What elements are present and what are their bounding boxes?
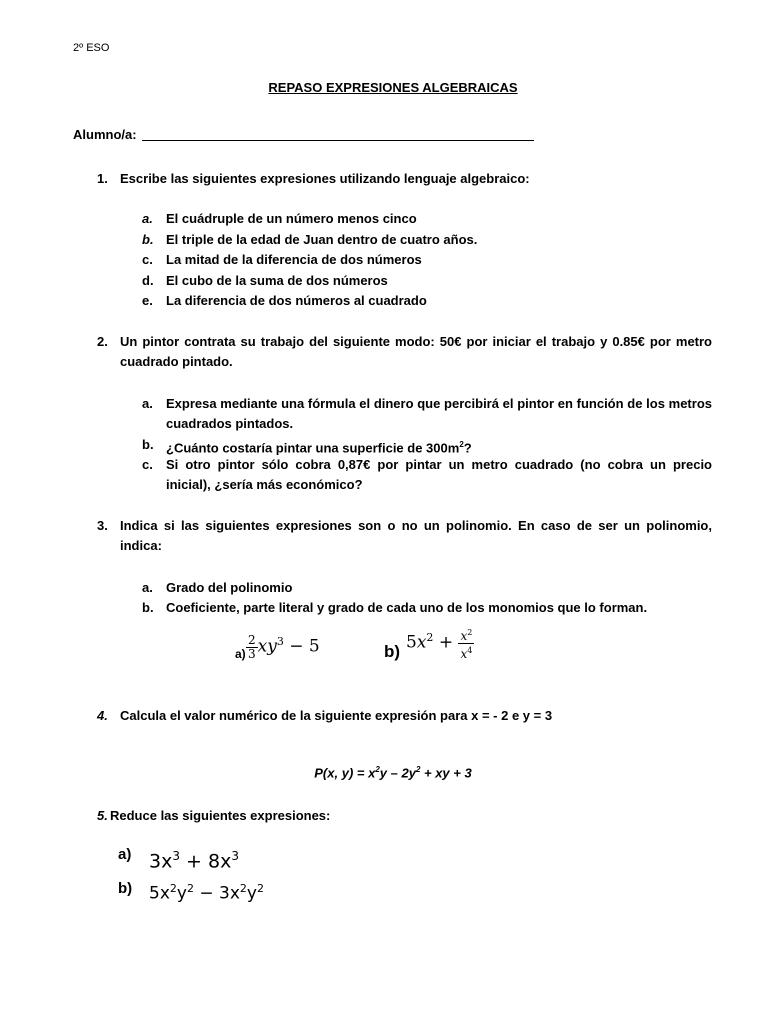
term: 3x <box>149 850 173 873</box>
q1-item-text: El cuádruple de un número menos cinco <box>166 211 417 226</box>
q1-item-text: La mitad de la diferencia de dos números <box>166 252 422 267</box>
q3-item-text: Grado del polinomio <box>166 580 293 595</box>
q3-number: 3. <box>97 518 108 533</box>
q3-expr-b-coef: 5 <box>406 632 417 653</box>
q3-expr-a-variables: xy <box>257 636 277 657</box>
exponent: 2 <box>169 882 177 895</box>
q2-item-b-text: ¿Cuánto costaría pintar una superficie de 300m <box>166 440 460 456</box>
formula-exponent: 2 <box>375 765 380 774</box>
q3-expr-a-exponent: 3 <box>276 635 284 648</box>
q3-expr-b-plus: + <box>433 632 459 653</box>
q1-item-letter: d. <box>142 273 154 288</box>
course-label: 2º ESO <box>73 42 110 54</box>
q1-item-letter: e. <box>142 293 153 308</box>
q3-item-text: Coeficiente, parte literal y grado de cada uno de los monomios que lo forman. <box>166 600 648 615</box>
q2-number: 2. <box>97 334 108 349</box>
fraction-denominator <box>458 644 474 661</box>
q3-expr-b-fraction <box>458 626 474 661</box>
exponent: 3 <box>231 849 239 863</box>
fraction-denominator: 3 <box>248 646 256 661</box>
q3-expr-a-label: a) <box>235 647 246 661</box>
q3-expr-b-exponent: 2 <box>426 631 434 644</box>
q3-item-letter: b. <box>142 600 154 615</box>
q2-item-text: Expresa mediante una fórmula el dinero que percibirá el pintor en función de los metros cuadrados pintados. <box>166 396 712 431</box>
q3-expr-b-var: x <box>416 632 427 653</box>
q2-item-letter: c. <box>142 457 153 472</box>
q5-text: Reduce las siguientes expresiones: <box>110 808 331 823</box>
term: − 3x <box>193 883 240 904</box>
q1-item-letter: b. <box>142 232 154 247</box>
term: + 8x <box>179 850 232 873</box>
q1-text: Escribe las siguientes expresiones utilizando lenguaje algebraico: <box>120 171 530 186</box>
q2-text: Un pintor contrata su trabajo del siguiente modo: 50€ por iniciar el trabajo y 0.85€ por metro cuadrado pintado. <box>120 334 712 369</box>
q3-expr-b-label: b) <box>384 642 401 661</box>
exponent: 2 <box>186 882 194 895</box>
q5-number: 5. <box>97 808 108 823</box>
exponent: 2 <box>239 882 247 895</box>
q4-number: 4. <box>97 708 108 723</box>
denominator-var: x <box>460 646 468 661</box>
q3-expr-a-fraction <box>246 634 258 661</box>
exponent: 3 <box>172 849 180 863</box>
q2-item-text: Si otro pintor sólo cobra 0,87€ por pintar un metro cuadrado (no cobra un precio inicial), ¿sería más económico? <box>166 457 712 492</box>
numerator-var: x <box>460 628 468 643</box>
exponent: 2 <box>256 882 264 895</box>
formula-part: + xy + 3 <box>420 765 472 781</box>
fraction-numerator <box>458 626 474 644</box>
q3-item-letter: a. <box>142 580 153 595</box>
q1-item-letter: c. <box>142 252 153 267</box>
q5-expr-a <box>149 840 239 877</box>
student-label: Alumno/a: <box>73 127 137 142</box>
term: 5x <box>149 883 170 904</box>
formula-part: P(x, y) = x <box>314 765 376 781</box>
q2-item-letter: a. <box>142 396 153 411</box>
q4-formula <box>0 760 768 783</box>
q1-item-text: El cubo de la suma de dos números <box>166 273 388 288</box>
q2-item-letter: b. <box>142 437 154 452</box>
term: y <box>246 883 257 904</box>
student-name-field[interactable] <box>73 125 137 145</box>
formula-exponent: 2 <box>415 765 421 774</box>
q5-expr-a-label: a) <box>118 846 132 863</box>
q5-expr-b-label: b) <box>118 880 133 897</box>
q4-text: Calcula el valor numérico de la siguiente expresión para x = - 2 e y = 3 <box>120 708 553 723</box>
q5-expr-b <box>149 873 264 910</box>
q1-item-letter: a. <box>142 211 153 226</box>
q1-item-text: El triple de la edad de Juan dentro de cuatro años. <box>166 232 478 247</box>
q3-text: Indica si las siguientes expresiones son o no un polinomio. En caso de ser un polinomio, indica: <box>120 518 712 553</box>
denominator-exponent: 4 <box>467 645 473 655</box>
q3-expr-b <box>406 618 474 663</box>
q2-item-b-exponent: 2 <box>459 440 464 449</box>
q2-item-b-end: ? <box>463 440 472 456</box>
q3-expr-a <box>246 622 320 667</box>
formula-part: y – 2y <box>379 765 416 781</box>
q1-number: 1. <box>97 171 108 186</box>
q1-item-text: La diferencia de dos números al cuadrado <box>166 293 427 308</box>
term: y <box>176 883 187 904</box>
page-title: REPASO EXPRESIONES ALGEBRAICAS <box>268 80 518 95</box>
q3-expr-a-constant: − 5 <box>283 636 320 657</box>
fraction-numerator: 2 <box>248 632 256 647</box>
numerator-exponent: 2 <box>467 627 473 637</box>
student-name-line <box>142 140 534 141</box>
